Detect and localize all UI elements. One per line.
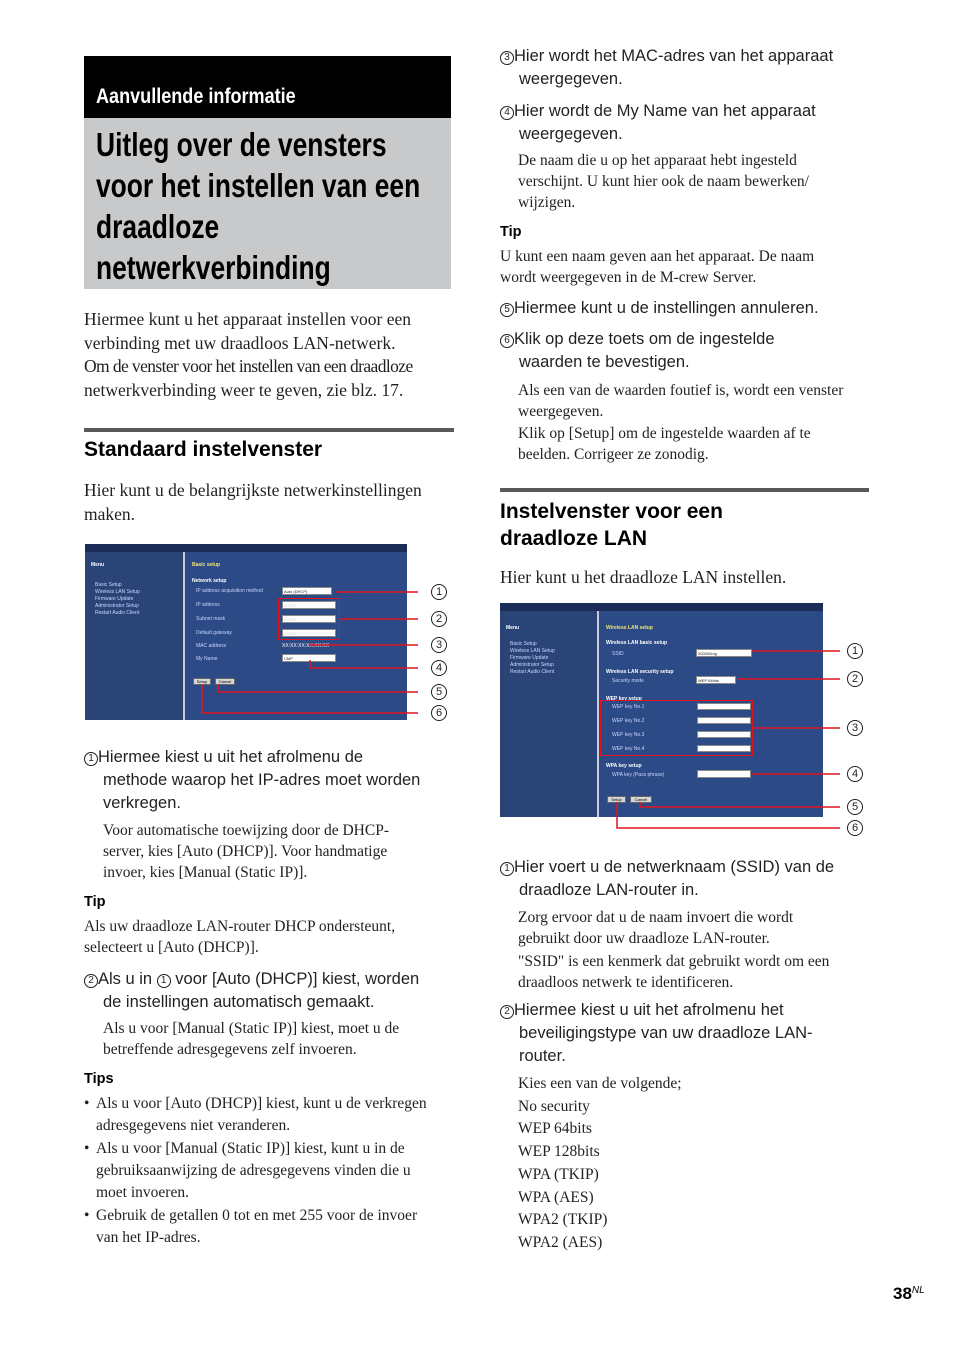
option-item: WPA2 (TKIP)	[518, 1211, 608, 1229]
item-5: 5 Hiermee kunt u de instellingen annuleren.	[500, 297, 872, 320]
callout-w1: 1	[847, 643, 863, 659]
item-6-note-1: Als een van de waarden foutief is, wordt een venster weergegeven.	[518, 382, 844, 420]
option-item: WPA (AES)	[518, 1188, 594, 1206]
intro-text: Hiermee kunt u het apparaat instellen voor een verbinding met uw draadloos LAN-netwerk. Om de venster voor het instellen van een draadloze netwerkverbinding weer te geven, zie blz. 17.	[84, 309, 413, 400]
item-2-note: Als u voor [Manual (Static IP)] kiest, moet u de betreffende adresgegevens zelf invoeren.	[103, 1020, 400, 1058]
item-3: 3 Hier wordt het MAC-adres van het apparaat weergegeven.	[500, 45, 872, 91]
section-rule-wireless	[500, 488, 869, 492]
callout-4: 4	[431, 660, 447, 676]
tips-label: Tips	[84, 1071, 114, 1087]
item-6-note-2: Klik op [Setup] om de ingestelde waarden af te beelden. Corrigeer ze zonodig.	[518, 425, 811, 463]
wireless-item-1-note-2: "SSID" is een kenmerk dat gebruikt wordt om een draadloos netwerk te identificeren.	[518, 953, 830, 991]
option-item: WPA2 (AES)	[518, 1233, 603, 1251]
tip-label-right: Tip	[500, 224, 522, 240]
wireless-desc: Hier kunt u het draadloze LAN instellen.	[500, 567, 787, 587]
item-4-note: De naam die u op het apparaat hebt ingesteld verschijnt. U kunt hier ook de naam bewerken/ wijzigen.	[518, 152, 809, 211]
number-6: 6	[500, 334, 514, 348]
wireless-heading: Instelvenster voor een draadloze LAN	[500, 500, 723, 550]
section-rule	[84, 428, 454, 432]
wireless-item-1: 1 Hier voert u de netwerknaam (SSID) van de draadloze LAN-router in.	[500, 856, 872, 902]
item-6: 6 Klik op deze toets om de ingestelde waarden te bevestigen.	[500, 328, 872, 374]
callout-w6: 6	[847, 820, 863, 836]
callout-5: 5	[431, 684, 447, 700]
tips-bullet-3: • Gebruik de getallen 0 tot en met 255 voor de invoer van het IP-adres.	[84, 1207, 418, 1246]
callout-2: 2	[431, 611, 447, 627]
callout-6: 6	[431, 705, 447, 721]
tips-bullet-2: • Als u voor [Manual (Static IP)] kiest, kunt u in de gebruiksaanwijzing de adresgegevens vinden die u moet invoeren.	[84, 1140, 411, 1201]
option-item: WEP 128bits	[518, 1143, 600, 1161]
highlight-wep-keys	[600, 700, 753, 756]
item-4: 4 Hier wordt de My Name van het apparaat weergegeven.	[500, 100, 872, 146]
callout-w2: 2	[847, 671, 863, 687]
standard-heading: Standaard instelvenster	[84, 438, 323, 461]
callout-3: 3	[431, 637, 447, 653]
item-1: 1 Hiermee kiest u uit het afrolmenu de methode waarop het IP-adres moet worden verkregen.	[84, 746, 454, 815]
screenshot-cancel-button: Cancel	[630, 796, 652, 803]
item-2: 2 Als u in 1 voor [Auto (DHCP)] kiest, worden de instellingen automatisch gemaakt.	[84, 968, 456, 1014]
number-4: 4	[500, 106, 514, 120]
screenshot-sidebar	[85, 544, 185, 720]
screenshot-setup-button: Setup	[607, 796, 626, 803]
basic-setup-screenshot: Menu Basic Setup Wireless LAN Setup Firmware Update Administrator Setup Restart Audio Client Basic setup Network setup IP address acquisition method Auto (DHCP) IP address 0.0.0.0 Subnet mask 0.0.0.0 Default gateway 0.0.0.0 MAC address XX:XX:XX:XX:XX:XX My Name CMP Setup Cancel	[85, 544, 407, 720]
screenshot-cancel-button: Cancel	[215, 678, 235, 685]
wireless-setup-screenshot: Menu Basic Setup Wireless LAN Setup Firmware Update Administrator Setup Restart Audio Client Wireless LAN setup Wireless LAN basic setup SSID 000000mg Wireless LAN security setup Security mode WEP 64bits WEP key setup WEP key No.1 WEP key No.2 WEP key No.3 WEP key No.4 WPA key setup WPA key (Pass phrase) Setup Cancel	[500, 603, 823, 817]
page-title: Uitleg over de vensters voor het instellen van een draadloze netwerkverbinding	[96, 126, 421, 286]
wireless-item-2: 2 Hiermee kiest u uit het afrolmenu het beveiligingstype van uw draadloze LAN- router.	[500, 999, 872, 1068]
title-block	[84, 118, 451, 289]
number-5: 5	[500, 303, 514, 317]
number-1: 1	[84, 752, 98, 766]
security-options: Kies een van de volgende; No security WEP 64bits WEP 128bits WPA (TKIP) WPA (AES) WPA2 (TKIP) WPA2 (AES)	[518, 1073, 872, 1255]
standard-desc: Hier kunt u de belangrijkste netwerkinstellingen maken.	[84, 480, 422, 524]
wireless-item-1-note-1: Zorg ervoor dat u de naam invoert die wordt gebruikt door uw draadloze LAN-router.	[518, 909, 794, 947]
callout-w3: 3	[847, 720, 863, 736]
page-number: $38^{NL}$	[893, 1284, 925, 1303]
section-banner	[84, 56, 451, 118]
number-2: 2	[84, 974, 98, 988]
number-w2: 2	[500, 1005, 514, 1019]
option-item: No security	[518, 1097, 590, 1115]
option-item: WPA (TKIP)	[518, 1165, 599, 1183]
option-item: WEP 64bits	[518, 1120, 592, 1138]
section-title: Aanvullende informatie	[96, 85, 296, 108]
tip-text: Als uw draadloze LAN-router DHCP ondersteunt, selecteert u [Auto (DHCP)].	[84, 918, 396, 956]
callout-w4: 4	[847, 766, 863, 782]
callout-1: 1	[431, 584, 447, 600]
highlight-ip-fields	[278, 598, 340, 640]
number-3: 3	[500, 51, 514, 65]
tip-label: Tip	[84, 894, 106, 910]
tip-text-right: U kunt een naam geven aan het apparaat. De naam wordt weergegeven in de M-crew Server.	[500, 248, 815, 286]
item-1-note: Voor automatische toewijzing door de DHCP- server, kies [Auto (DHCP)]. Voor handmatige invoer, kies [Manual (Static IP)].	[103, 822, 389, 881]
number-w1: 1	[500, 862, 514, 876]
tips-bullet-1: • Als u voor [Auto (DHCP)] kiest, kunt u de verkregen adresgegevens niet veranderen.	[84, 1095, 427, 1134]
screenshot-setup-button: Setup	[193, 678, 211, 685]
callout-w5: 5	[847, 799, 863, 815]
number-1-ref: 1	[157, 974, 171, 988]
screenshot-sidebar	[500, 603, 599, 817]
